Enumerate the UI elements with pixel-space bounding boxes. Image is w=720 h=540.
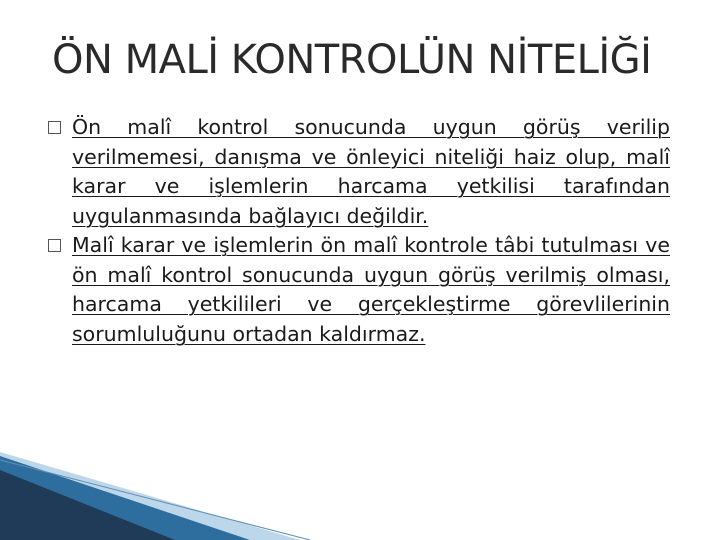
bullet-text: Malî karar ve işlemlerin ön malî kontrole tâbi tutulması ve ön malî kontrol sonucunda uygun görüş verilmiş olması, harcama yetkilileri ve gerçekleştirme görevlilerinin sorumluluğunu ortadan kaldırmaz. <box>72 233 670 346</box>
bullet-list <box>48 113 670 349</box>
bullet-item <box>48 113 670 231</box>
slide-title: ÖN MALİ KONTROLÜN NİTELİĞİ <box>52 37 652 83</box>
bullet-text: Ön malî kontrol sonucunda uygun görüş verilip verilmemesi, danışma ve önleyici niteliği haiz olup, malî karar ve işlemlerin harcama yetkilisi tarafından uygulanmasında bağlayıcı değildir. <box>72 115 670 228</box>
checkbox-bullet-icon <box>48 121 61 134</box>
checkbox-bullet-icon <box>48 239 61 252</box>
bullet-item <box>48 231 670 349</box>
